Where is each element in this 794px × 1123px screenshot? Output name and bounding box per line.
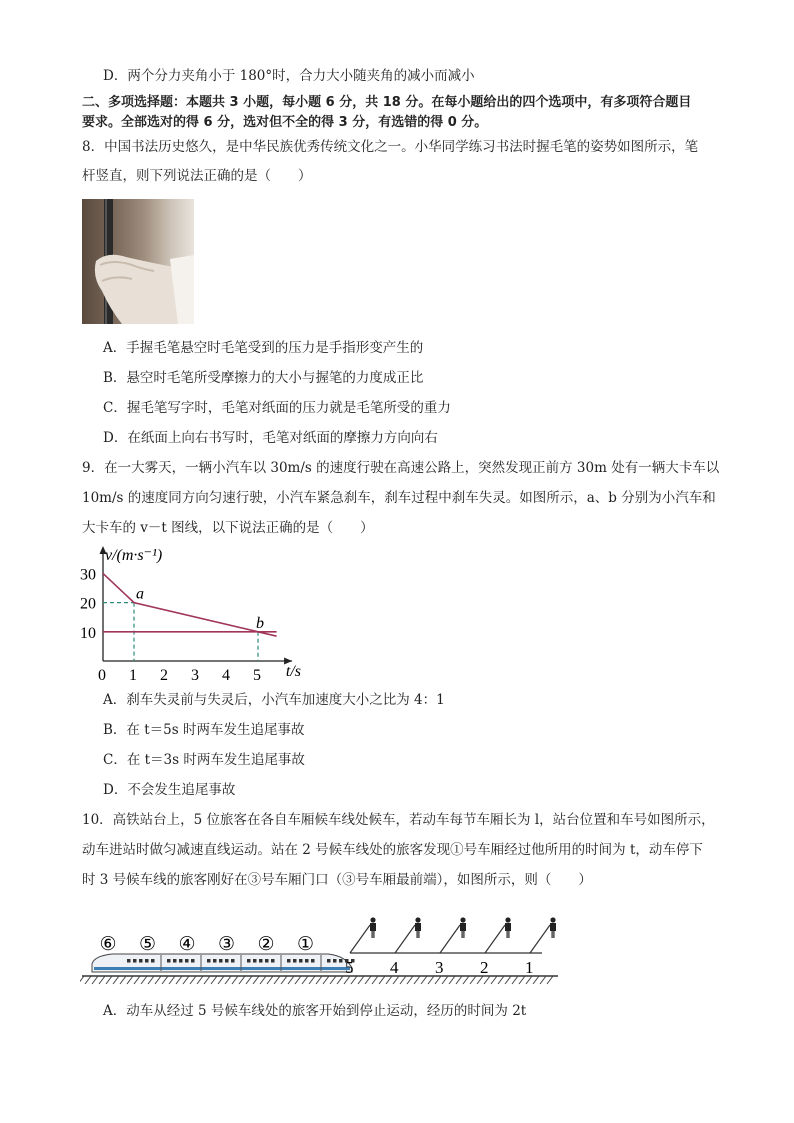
- platform-markers: [345, 917, 556, 977]
- q8-stem-line1: 8．中国书法历史悠久，是中华民族优秀传统文化之一。小华同学练习书法时握毛笔的姿势如图所示，笔: [82, 139, 699, 155]
- train-platform-figure: [80, 912, 560, 994]
- x-tick-label: 4: [222, 667, 230, 682]
- passenger-body: [460, 923, 466, 938]
- passenger-body: [505, 923, 511, 938]
- q8-option-d: D．在纸面上向右书写时，毛笔对纸面的摩擦力方向向右: [103, 430, 438, 446]
- hatch-line: [351, 976, 357, 984]
- x-tick-label: 5: [253, 667, 261, 682]
- hatch-line: [162, 976, 168, 984]
- car-window: [265, 959, 269, 963]
- hatch-line: [393, 976, 399, 984]
- hatch-line: [449, 976, 455, 984]
- hatch-line: [358, 976, 364, 984]
- car-window: [191, 959, 195, 963]
- hatch-line: [470, 976, 476, 984]
- x-tick-label: 1: [129, 667, 137, 682]
- car-window: [253, 959, 257, 963]
- hatch-line: [491, 976, 497, 984]
- car-window: [213, 959, 217, 963]
- hatch-line: [512, 976, 518, 984]
- hatch-line: [477, 976, 483, 984]
- car-number: ①: [296, 934, 315, 955]
- hatch-line: [365, 976, 371, 984]
- x-tick-label: 2: [160, 667, 168, 682]
- q9-option-a: A．刹车失灵前与失灵后，小汽车加速度大小之比为 4：1: [103, 692, 445, 708]
- car-window: [287, 959, 291, 963]
- car-window: [207, 959, 211, 963]
- hatch-line: [288, 976, 294, 984]
- hatch-line: [211, 976, 217, 984]
- hatch-line: [414, 976, 420, 984]
- hatch-line: [316, 976, 322, 984]
- hatch-line: [155, 976, 161, 984]
- section2-heading-line1: 二、多项选择题：本题共 3 小题，每小题 6 分，共 18 分。在每小题给出的四个选项中，有多项符合题目: [82, 95, 692, 110]
- hatch-line: [547, 976, 553, 984]
- hatch-line: [400, 976, 406, 984]
- hatch-line: [113, 976, 119, 984]
- wait-line: [395, 925, 415, 953]
- car-window: [247, 959, 251, 963]
- q9-option-b: B．在 t＝5s 时两车发生追尾事故: [103, 722, 305, 738]
- hatch-line: [80, 976, 84, 984]
- car-window: [185, 959, 189, 963]
- passenger-head: [370, 917, 375, 922]
- passenger-icon: [505, 917, 511, 938]
- q8-stem-line2: 杆竖直，则下列说法正确的是（ ）: [82, 168, 312, 184]
- hatch-line: [85, 976, 91, 984]
- hatch-line: [540, 976, 546, 984]
- hatch-line: [267, 976, 273, 984]
- wait-line: [350, 925, 370, 953]
- hatch-line: [239, 976, 245, 984]
- wait-line: [530, 925, 550, 953]
- hatch-line: [344, 976, 350, 984]
- car-window: [259, 959, 263, 963]
- hatch-line: [407, 976, 413, 984]
- hatch-line: [323, 976, 329, 984]
- car-window: [327, 959, 331, 963]
- car-window: [339, 959, 343, 963]
- q10-stem-line1: 10．高铁站台上，5 位旅客在各自车厢候车线处候车，若动车每节车厢长为 l，站台位置和车号如图所示，: [82, 812, 715, 828]
- hatch-line: [183, 976, 189, 984]
- brush-grip-photo: [82, 199, 194, 324]
- x-tick-label: 3: [191, 667, 199, 682]
- hatch-line: [253, 976, 259, 984]
- y-tick-label: 20: [80, 595, 96, 613]
- x-axis-label: t/s: [285, 663, 302, 680]
- q8-option-a: A．手握毛笔悬空时毛笔受到的压力是手指形变产生的: [103, 340, 424, 356]
- hatch-line: [526, 976, 532, 984]
- hatch-line: [428, 976, 434, 984]
- passenger-body: [370, 923, 376, 938]
- y-tick-label: 10: [80, 624, 96, 642]
- passenger-head: [415, 917, 420, 922]
- car-window: [139, 959, 143, 963]
- q9-stem-line2: 10m/s 的速度同方向匀速行驶，小汽车紧急刹车，刹车过程中刹车失灵。如图所示，a、b 分别为小汽车和: [82, 490, 716, 506]
- hatch-line: [505, 976, 511, 984]
- passenger-head: [550, 917, 555, 922]
- y-tick-label: 30: [80, 566, 96, 584]
- hatch-line: [281, 976, 287, 984]
- car-number-labels: [99, 934, 314, 955]
- hatch-line: [372, 976, 378, 984]
- car-window: [179, 959, 183, 963]
- hatch-line: [120, 976, 126, 984]
- hatch-line: [127, 976, 133, 984]
- q9-option-d: D．不会发生追尾事故: [103, 782, 236, 798]
- vt-graph-marks: [80, 546, 301, 682]
- car-window: [271, 959, 275, 963]
- hatch-line: [225, 976, 231, 984]
- car-window: [127, 959, 131, 963]
- q9-option-c: C．在 t＝3s 时两车发生追尾事故: [103, 752, 305, 768]
- hatch-line: [498, 976, 504, 984]
- hatch-line: [379, 976, 385, 984]
- wait-line-number: 5: [345, 958, 354, 977]
- section2-heading-line2: 要求。全部选对的得 6 分，选对但不全的得 3 分，有选错的得 0 分。: [82, 115, 488, 130]
- hatch-line: [204, 976, 210, 984]
- hatch-line: [176, 976, 182, 984]
- hatch-line: [456, 976, 462, 984]
- hatch-line: [484, 976, 490, 984]
- hatch-line: [519, 976, 525, 984]
- hatch-line: [386, 976, 392, 984]
- q10-stem-line2: 动车进站时做匀减速直线运动。站在 2 号候车线处的旅客发现①号车厢经过他所用的时间为 t，动车停下: [82, 842, 703, 858]
- car-window: [225, 959, 229, 963]
- x-tick-label: 0: [98, 667, 106, 682]
- hatch-line: [302, 976, 308, 984]
- hatch-line: [190, 976, 196, 984]
- series-line-a: [103, 573, 277, 636]
- wait-line-number: 4: [390, 958, 399, 977]
- q8-option-b: B．悬空时毛笔所受摩擦力的大小与握笔的力度成正比: [103, 370, 424, 386]
- hatch-line: [106, 976, 112, 984]
- car-number: ③: [217, 934, 236, 955]
- series-label-b: b: [256, 614, 264, 632]
- passenger-icon: [460, 917, 466, 938]
- car-window: [305, 959, 309, 963]
- passenger-icon: [370, 917, 376, 938]
- hatch-line: [141, 976, 147, 984]
- car-window: [133, 959, 137, 963]
- series-label-a: a: [136, 585, 144, 603]
- car-window: [299, 959, 303, 963]
- q8-option-c: C．握毛笔写字时，毛笔对纸面的压力就是毛笔所受的重力: [103, 400, 451, 416]
- hatch-line: [309, 976, 315, 984]
- car-window: [333, 959, 337, 963]
- car-number: ④: [178, 934, 196, 955]
- hatch-line: [330, 976, 336, 984]
- car-window: [151, 959, 155, 963]
- hatch-line: [533, 976, 539, 984]
- wait-line-number: 2: [480, 958, 489, 977]
- q10-option-a: A．动车从经过 5 号候车线处的旅客开始到停止运动，经历的时间为 2t: [103, 1003, 527, 1019]
- hatch-line: [274, 976, 280, 984]
- hatch-line: [232, 976, 238, 984]
- car-window: [293, 959, 297, 963]
- hatch-line: [246, 976, 252, 984]
- wait-line: [440, 925, 460, 953]
- brush-grip-illustration: [82, 199, 194, 324]
- hatch-line: [99, 976, 105, 984]
- hatch-line: [435, 976, 441, 984]
- passenger-body: [550, 923, 556, 938]
- car-number: ②: [257, 934, 275, 955]
- car-window: [145, 959, 149, 963]
- passenger-body: [415, 923, 421, 938]
- hatch-line: [197, 976, 203, 984]
- passenger-head: [460, 917, 465, 922]
- q7-option-d: D．两个分力夹角小于 180°时，合力大小随夹角的减小而减小: [103, 68, 475, 84]
- car-number: ⑥: [99, 934, 117, 955]
- hatch-line: [337, 976, 343, 984]
- y-axis-label: v/(m·s⁻¹): [105, 547, 163, 564]
- hatch-line: [463, 976, 469, 984]
- hatch-line: [134, 976, 140, 984]
- wait-line: [485, 925, 505, 953]
- vt-graph: [78, 540, 318, 682]
- train-stripe: [94, 967, 350, 970]
- car-number: ⑤: [138, 934, 157, 955]
- hatch-line: [260, 976, 266, 984]
- wait-line-number: 3: [435, 958, 444, 977]
- hatch-line: [169, 976, 175, 984]
- q9-stem-line1: 9．在一大雾天，一辆小汽车以 30m/s 的速度行驶在高速公路上，突然发现正前方 30m 处有一辆大卡车以: [82, 460, 720, 476]
- car-window: [231, 959, 235, 963]
- car-window: [311, 959, 315, 963]
- q10-stem-line3: 时 3 号候车线的旅客刚好在③号车厢门口（③号车厢最前端），如图所示，则（ ）: [82, 872, 592, 888]
- ground-hatching: [80, 976, 553, 984]
- passenger-icon: [550, 917, 556, 938]
- hatch-line: [442, 976, 448, 984]
- hatch-line: [92, 976, 98, 984]
- passenger-head: [505, 917, 510, 922]
- q9-stem-line3: 大卡车的 v－t 图线，以下说法正确的是（ ）: [82, 520, 374, 536]
- hatch-line: [295, 976, 301, 984]
- hatch-line: [421, 976, 427, 984]
- car-window: [219, 959, 223, 963]
- car-window: [173, 959, 177, 963]
- hatch-line: [218, 976, 224, 984]
- passenger-icon: [415, 917, 421, 938]
- hatch-line: [148, 976, 154, 984]
- wait-line-number: 1: [525, 958, 534, 977]
- car-window: [167, 959, 171, 963]
